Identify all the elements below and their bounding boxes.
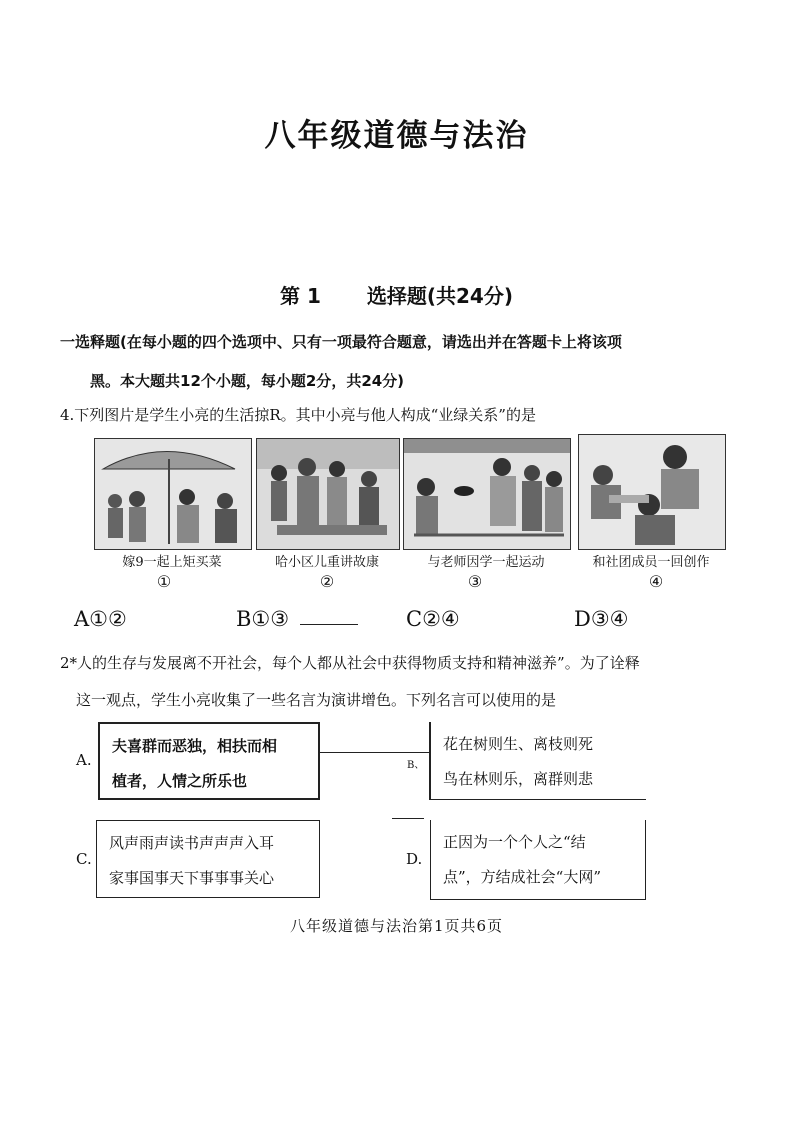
q2-option-b-line-2: 鸟在林则乐，离群则悲 bbox=[443, 770, 594, 788]
page-title: 八年级道德与法治 bbox=[264, 118, 529, 154]
option-b-underline bbox=[300, 624, 358, 625]
q2-option-c-line-2: 家事国事天下事事事关心 bbox=[109, 869, 275, 887]
picture-2-number: ② bbox=[319, 572, 335, 591]
question-2-stem-line-1: 2*人的生存与发展离不开社会，每个人都从社会中获得物质支持和精神滋养”。为了诠释 bbox=[60, 654, 640, 672]
picture-3-sports bbox=[403, 438, 571, 550]
instruction-line-2: 黑。本大题共12个小题，每小题2分，共24分) bbox=[90, 372, 405, 390]
q4-option-a[interactable]: A①② bbox=[74, 607, 127, 631]
picture-1-number: ① bbox=[156, 572, 172, 591]
picture-1-shopping bbox=[94, 438, 252, 550]
q2-option-a-box[interactable] bbox=[98, 722, 320, 800]
q2-option-a-label[interactable]: A. bbox=[76, 751, 92, 769]
question-4-stem: 4.下列图片是学生小亮的生活掠R。其中小亮与他人构成“业绿关系”的是 bbox=[60, 406, 536, 424]
section-heading bbox=[0, 280, 793, 309]
q2-option-d-tick bbox=[392, 818, 424, 819]
section-name: 选择题(共24分) bbox=[366, 284, 513, 308]
q2-option-a-line-1: 夫喜群而恶独，相扶而相 bbox=[112, 737, 278, 755]
picture-3-caption: 与老师因学一起运动 bbox=[427, 555, 545, 570]
q2-option-b-label[interactable]: B、 bbox=[407, 760, 425, 771]
q2-option-c-line-1: 风声雨声读书声声声入耳 bbox=[109, 834, 275, 852]
q2-option-d-label[interactable]: D. bbox=[406, 850, 423, 868]
picture-1-caption: 嫁9一起上矩买菜 bbox=[122, 555, 222, 570]
q4-option-d[interactable]: D③④ bbox=[574, 607, 629, 631]
q2-option-b-line-1: 花在树则生、离枝则死 bbox=[443, 735, 594, 753]
picture-2-storytelling bbox=[256, 438, 400, 550]
q2-option-d-line-1: 正因为一个个人之“结 bbox=[443, 833, 586, 851]
q2-option-b-left-rule bbox=[429, 722, 430, 800]
connector-line bbox=[320, 752, 430, 753]
q2-option-b-box[interactable] bbox=[430, 722, 646, 800]
q2-option-d-box[interactable] bbox=[430, 820, 646, 900]
picture-4-number: ④ bbox=[648, 572, 664, 591]
q4-option-c[interactable]: C②④ bbox=[406, 607, 460, 631]
q4-option-b[interactable]: B①③ bbox=[236, 607, 290, 631]
picture-2-caption: 哈小区儿重讲故康 bbox=[274, 555, 379, 570]
q2-option-a-line-2: 植者，人情之所乐也 bbox=[112, 772, 248, 790]
page-footer: 八年级道德与法治第1页共6页 bbox=[289, 917, 504, 935]
q2-option-d-line-2: 点”，方结成社会“大网” bbox=[443, 868, 602, 886]
section-part: 第 1 bbox=[279, 284, 321, 308]
picture-4-creation bbox=[578, 434, 726, 550]
instruction-line-1: 一选释题(在每小题的四个选项中、只有一项最符合题意，请选出并在答题卡上将该项 bbox=[60, 333, 622, 351]
picture-3-number: ③ bbox=[467, 572, 483, 591]
picture-4-caption: 和社团成员一回创作 bbox=[592, 555, 710, 570]
question-2-stem-line-2: 这一观点，学生小亮收集了一些名言为演讲增色。下列名言可以使用的是 bbox=[76, 691, 557, 709]
q2-option-c-box[interactable] bbox=[96, 820, 320, 898]
q2-option-c-label[interactable]: C. bbox=[76, 850, 92, 868]
